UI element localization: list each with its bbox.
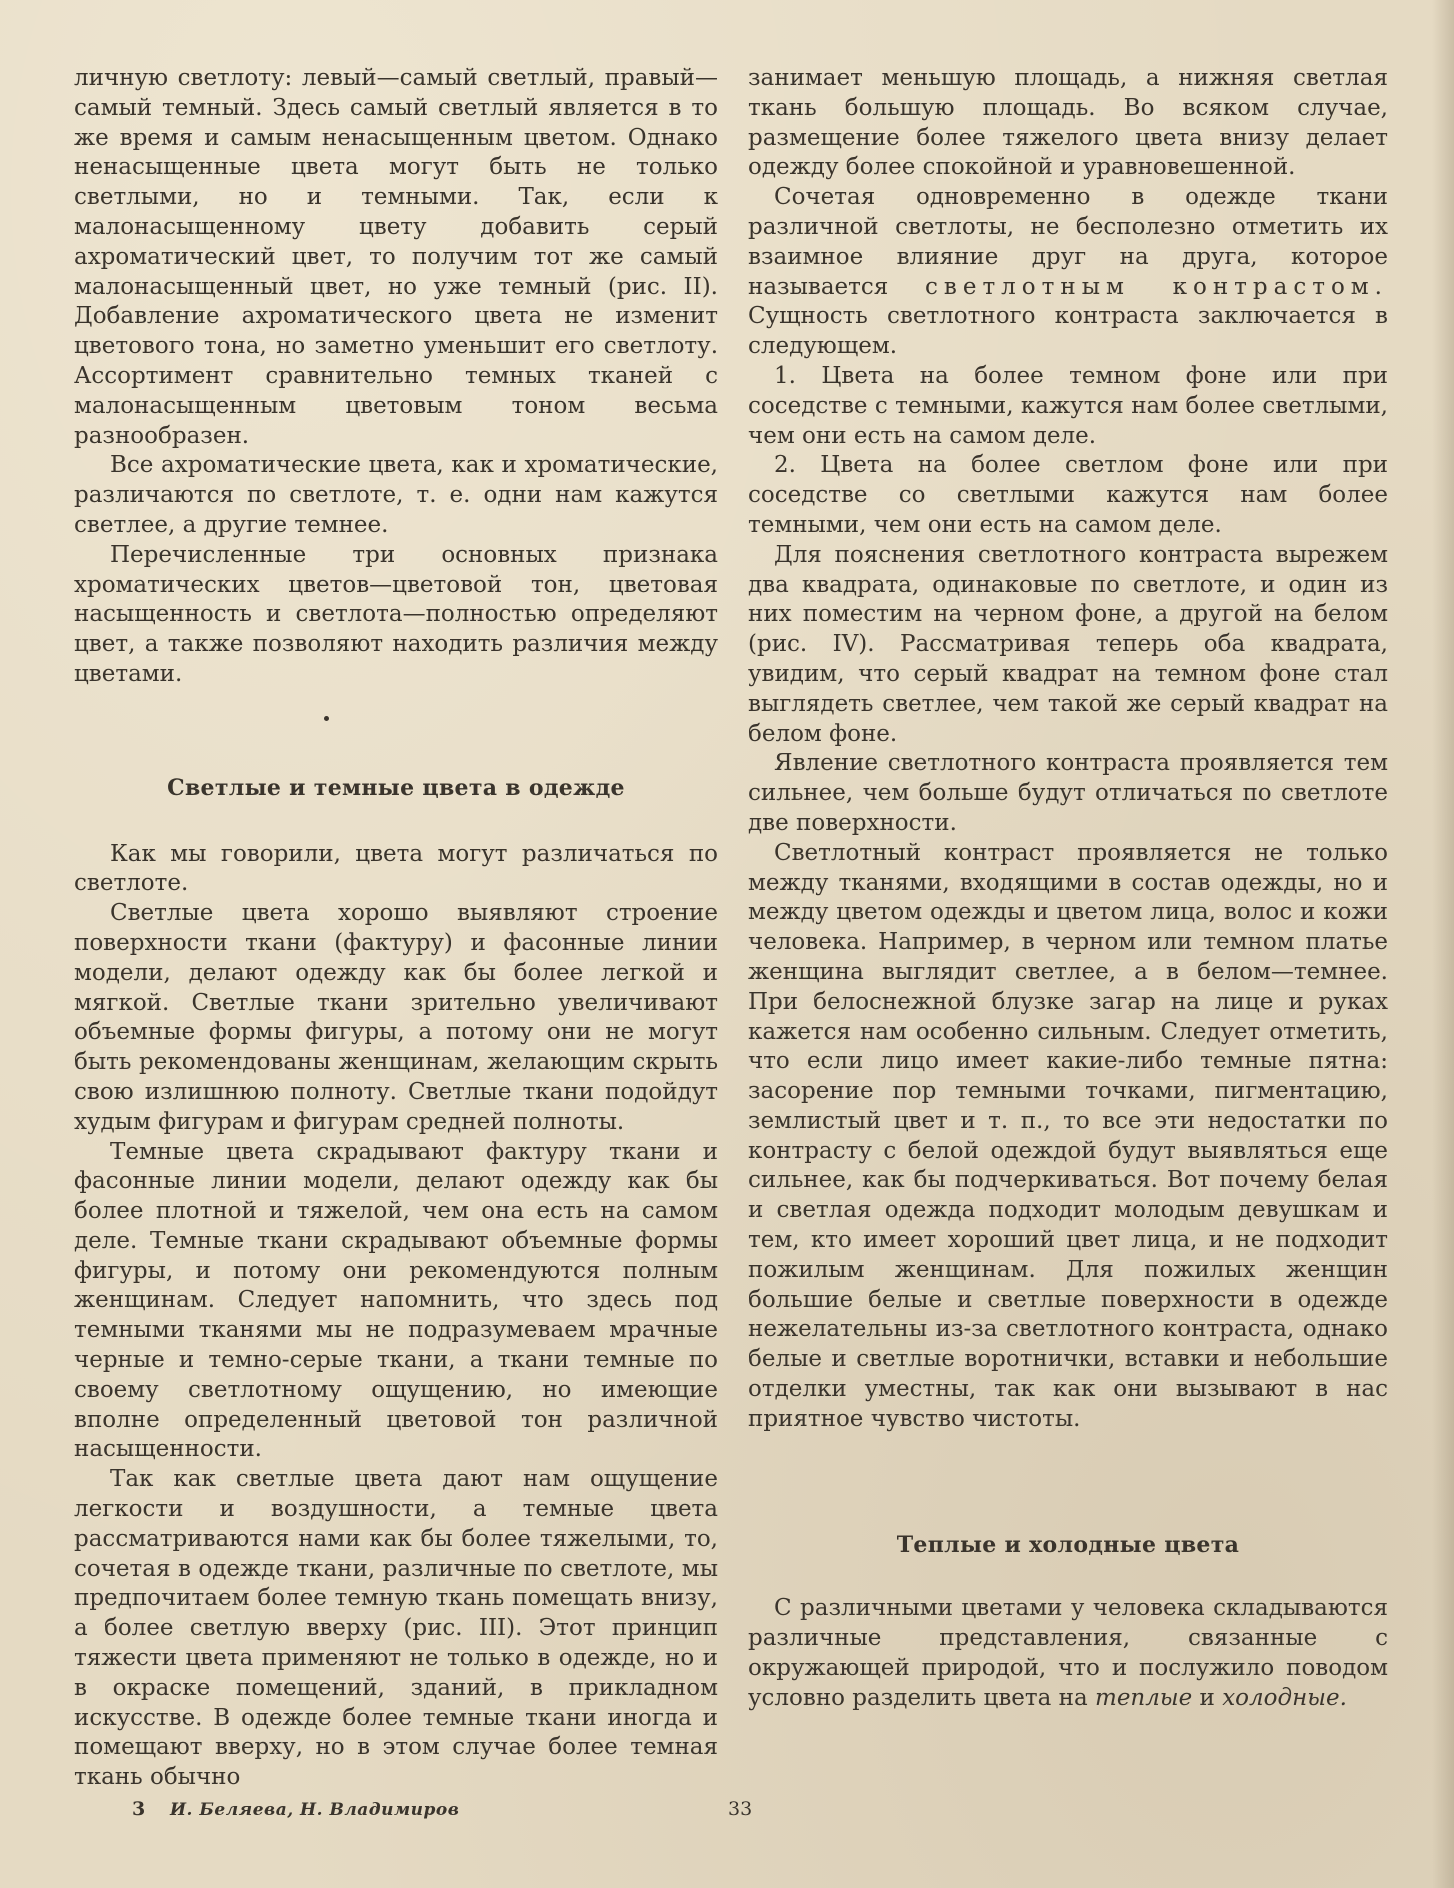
footer-authors: И. Беляева, Н. Владимиров [170,1800,460,1820]
left-paragraph-6: Темные цвета скрадывают фактуру ткани и фасонные линии модели, делают одежду как бы более плотной и тяжелой, чем она есть на самом деле. Темные ткани скрадывают объемные формы фигуры, и потому они рекомендуются полным женщинам. Следует напомнить, что здесь под темными тканями мы не подразумеваем мрачные черные и темно-серые ткани, а ткани темные по своему светлотному ощущению, но имеющие вполне определенный цветовой тон различной насыщенности. [74,1138,718,1463]
term-light-contrast: светлотным контрастом. [925,273,1388,300]
right-paragraph-8-start: С различными цветами у человека складываются различные представления, связанные с окружающей природой, что и послужило поводом условно разделить цвета на [748,1595,1388,1711]
left-paragraph-5: Светлые цвета хорошо выявляют строение поверхности ткани (фактуру) и фасонные линии модели, делают одежду как бы более легкой и мягкой. Светлые ткани зрительно увеличивают объемные формы фигуры, а потому они не могут быть рекомендованы женщинам, желающим скрыть свою излишнюю полноту. Светлые ткани подойдут худым фигурам и фигурам средней полноты. [74,900,718,1135]
term-cold: холодные. [1222,1684,1347,1711]
right-paragraph-2-end: Сущность светлотного контраста заключается в следующем. [748,303,1388,360]
section-heading-warm-cold: Теплые и холодные цвета [896,1531,1240,1558]
page-edge-shadow [1432,0,1454,1888]
left-column [74,64,718,1793]
right-paragraph-1: занимает меньшую площадь, а нижняя светлая ткань большую площадь. Во всяком случае, размещение более тяжелого цвета внизу делает одежду более спокойной и уравновешенной. [748,65,1388,181]
page-number: 33 [728,1798,753,1820]
left-paragraph-2: Все ахроматические цвета, как и хроматические, различаются по светлоте, т. е. одни нам кажутся светлее, а другие темнее. [74,452,718,538]
left-paragraph-1: личную светлоту: левый—самый светлый, правый—самый темный. Здесь самый светлый является в то же время и самым ненасыщенным цветом. Однако ненасыщенные цвета могут быть не только светлыми, но и темными. Так, если к малонасыщенному цвету добавить серый ахроматический цвет, то получим тот же самый малонасыщенный цвет, но уже темный (рис. II). Добавление ахроматического цвета не изменит цветового тона, но заметно уменьшит его светлоту. Ассортимент сравнительно темных тканей с малонасыщенным цветовым тоном весьма разнообразен. [74,65,718,449]
right-paragraph-7: Светлотный контраст проявляется не только между тканями, входящими в состав одежды, но и между цветом одежды и цветом лица, волос и кожи человека. Например, в черном или темном платье женщина выглядит светлее, а в белом—темнее. При белоснежной блузке загар на лице и руках кажется нам особенно сильным. Следует отметить, что если лицо имеет какие-либо темные пятна: засорение пор темными точками, пигментацию, землистый цвет и т. п., то все эти недостатки по контрасту с белой одеждой будут выявляться еще сильнее, как бы подчеркиваться. Вот почему белая и светлая одежда подходит молодым девушкам и тем, кто имеет хороший цвет лица, и не подходит пожилым женщинам. Для пожилых женщин большие белые и светлые поверхности в одежде нежелательны из-за светлотного контраста, однако белые и светлые воротнички, вставки и небольшие отделки уместны, так как они вызывают в нас приятное чувство чистоты. [748,839,1388,1432]
right-paragraph-6: Явление светлотного контраста проявляется тем сильнее, чем больше будут отличаться по светлоте две поверхности. [748,750,1388,836]
section-heading-light-dark: Светлые и темные цвета в одежде [167,774,625,801]
decorative-dot [324,716,329,721]
left-paragraph-4: Как мы говорили, цвета могут различаться по светлоте. [74,840,718,897]
right-paragraph-5: Для пояснения светлотного контраста вырежем два квадрата, одинаковые по светлоте, и один из них поместим на черном фоне, а другой на белом (рис. IV). Рассматривая теперь оба квадрата, увидим, что серый квадрат на темном фоне стал выглядеть светлее, чем такой же серый квадрат на белом фоне. [748,541,1388,747]
right-paragraph-8 [748,1594,1388,1713]
left-paragraph-3: Перечисленные три основных признака хроматических цветов—цветовой тон, цветовая насыщенность и светлота—полностью определяют цвет, а также позволяют находить различия между цветами. [74,541,718,687]
right-column [748,64,1388,1714]
right-paragraph-2 [748,183,1388,362]
signature-mark: 3 [132,1798,146,1820]
right-paragraph-3: 1. Цвета на более темном фоне или при соседстве с темными, кажутся нам более светлыми, чем они есть на самом деле. [748,362,1388,449]
left-paragraph-7: Так как светлые цвета дают нам ощущение легкости и воздушности, а темные цвета рассматриваются нами как бы более тяжелыми, то, сочетая в одежде ткани, различные по светлоте, мы предпочитаем более темную ткань помещать внизу, а более светлую вверху (рис. III). Этот принцип тяжести цвета применяют не только в одежде, но и в окраске помещений, зданий, в прикладном искусстве. В одежде более темные ткани иногда и помещают вверху, но в этом случае более темная ткань обычно [74,1466,718,1791]
term-warm: теплые [1095,1684,1193,1711]
right-paragraph-8-mid: и [1192,1684,1223,1711]
right-paragraph-2-start: Сочетая одновременно в одежде ткани различной светлоты, не бесполезно отметить их взаимное влияние друг на друга, которое называется [748,184,1388,300]
page-footer [132,1796,1372,1826]
right-paragraph-4: 2. Цвета на более светлом фоне или при соседстве со светлыми кажутся нам более темными, чем они есть на самом деле. [748,452,1388,538]
